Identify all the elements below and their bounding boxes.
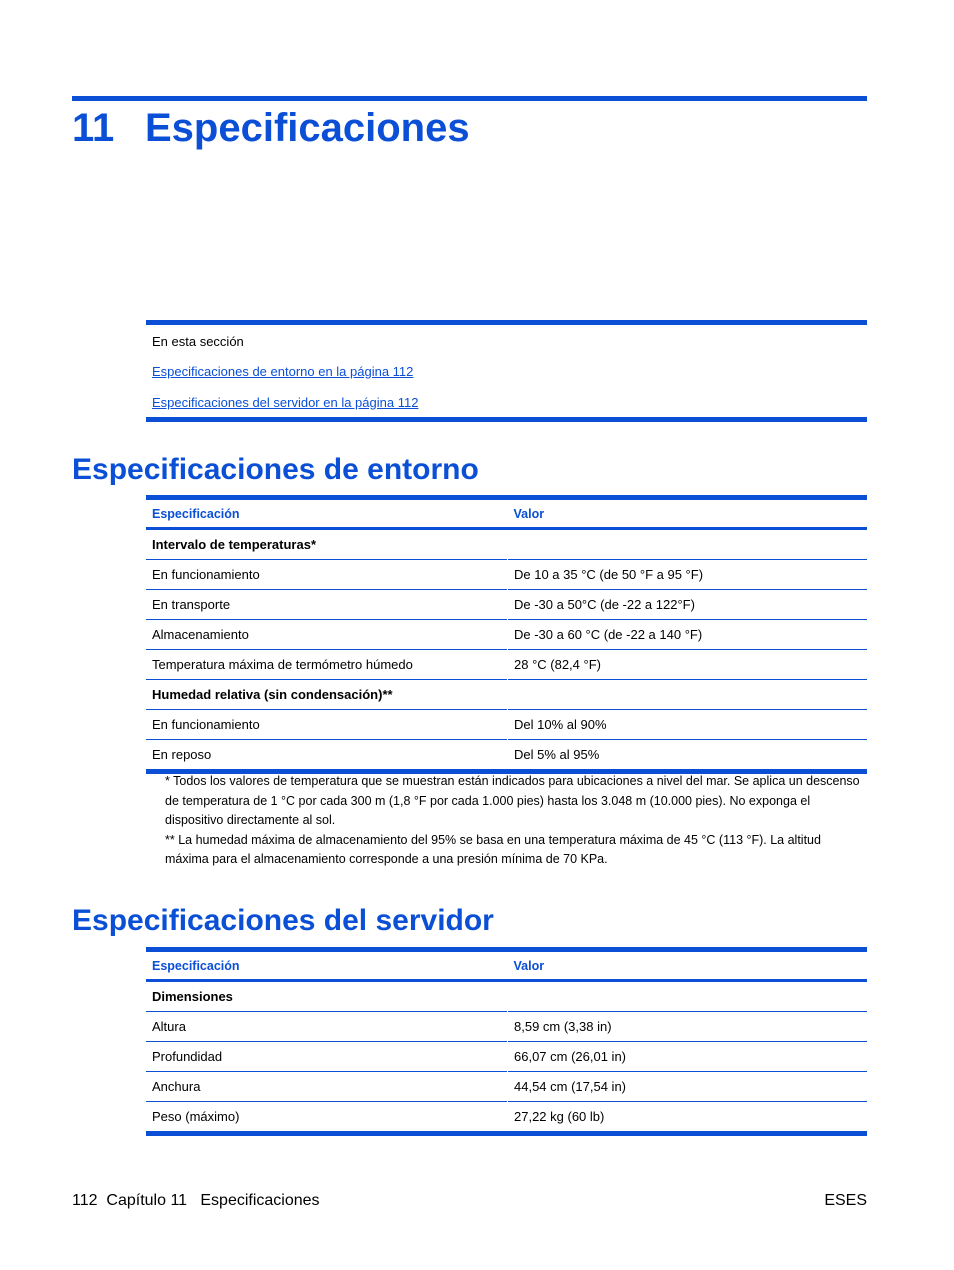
footnote-humidity: ** La humedad máxima de almacenamiento del 95% se basa en una temperatura máxima de 45 °C (113 °F). La altitud máxima para el almacenamiento corresponde a una presión mínima de 70 KPa. [165, 832, 821, 866]
row-label: Anchura [146, 1072, 508, 1102]
row-label: Temperatura máxima de termómetro húmedo [146, 650, 508, 680]
table-row [146, 740, 867, 772]
row-value: 66,07 cm (26,01 in) [514, 1049, 627, 1064]
section-title-environment: Especificaciones de entorno [72, 453, 479, 486]
table-row [146, 650, 867, 680]
chapter-rule [72, 96, 867, 101]
table-row [146, 1012, 867, 1042]
table-row [146, 1042, 867, 1072]
table-header-row [146, 498, 867, 529]
table-footnotes [165, 772, 867, 870]
table-row [146, 680, 867, 710]
row-value: 8,59 cm (3,38 in) [514, 1019, 612, 1034]
table-row [146, 1072, 867, 1102]
table-header-row [146, 950, 867, 981]
table-row [146, 710, 867, 740]
row-label: Almacenamiento [146, 620, 508, 650]
link-environment-specs[interactable]: Especificaciones de entorno en la página 112 [152, 364, 414, 379]
section-title-server: Especificaciones del servidor [72, 904, 494, 937]
category-label: Dimensiones [146, 981, 508, 1012]
page-footer-left: 112 Capítulo 11 Especificaciones [72, 1192, 320, 1209]
section-contents-box [146, 320, 867, 422]
table-row [146, 981, 867, 1012]
row-value [508, 981, 868, 1012]
row-label: En funcionamiento [146, 560, 508, 590]
table-row [146, 529, 867, 560]
header-spec: Especificación [152, 506, 240, 521]
table-row [146, 1102, 867, 1134]
row-label: En transporte [146, 590, 508, 620]
chapter-number: 11 [72, 106, 115, 150]
table-row [146, 560, 867, 590]
contents-intro: En esta sección [152, 334, 244, 349]
row-label: Profundidad [146, 1042, 508, 1072]
row-value: Del 5% al 95% [514, 747, 600, 762]
header-value: Valor [513, 958, 545, 973]
row-label: En funcionamiento [146, 710, 508, 740]
footnote-temperature: * Todos los valores de temperatura que se muestran están indicados para ubicaciones a nivel del mar. Se aplica un descenso de temperatura de 1 °C por cada 300 m (1,8 °F por cada 1.000 pies) hasta los 3.048 m (10.000 pies). No exponga el dispositivo directamente al sol. [165, 774, 860, 827]
server-spec-table [146, 947, 867, 1136]
table-row [146, 590, 867, 620]
row-value: De 10 a 35 °C (de 50 °F a 95 °F) [514, 567, 704, 582]
chapter-title: Especificaciones [145, 106, 470, 150]
row-value: 44,54 cm (17,54 in) [514, 1079, 627, 1094]
link-server-specs[interactable]: Especificaciones del servidor en la página 112 [152, 395, 419, 410]
category-label: Humedad relativa (sin condensación)** [146, 680, 508, 710]
environment-spec-table [146, 495, 867, 774]
category-label: Intervalo de temperaturas* [146, 529, 508, 560]
header-value: Valor [513, 506, 545, 521]
row-value: De -30 a 50°C (de -22 a 122°F) [514, 597, 695, 612]
row-label: En reposo [146, 740, 508, 772]
row-value: 27,22 kg (60 lb) [514, 1109, 605, 1124]
row-value: De -30 a 60 °C (de -22 a 140 °F) [514, 627, 703, 642]
row-label: Peso (máximo) [146, 1102, 508, 1134]
header-spec: Especificación [152, 958, 240, 973]
row-label: Altura [146, 1012, 508, 1042]
row-value [508, 680, 868, 710]
page-footer-right: ESES [824, 1192, 867, 1209]
row-value [508, 529, 868, 560]
table-row [146, 620, 867, 650]
row-value: 28 °C (82,4 °F) [514, 657, 601, 672]
row-value: Del 10% al 90% [514, 717, 607, 732]
